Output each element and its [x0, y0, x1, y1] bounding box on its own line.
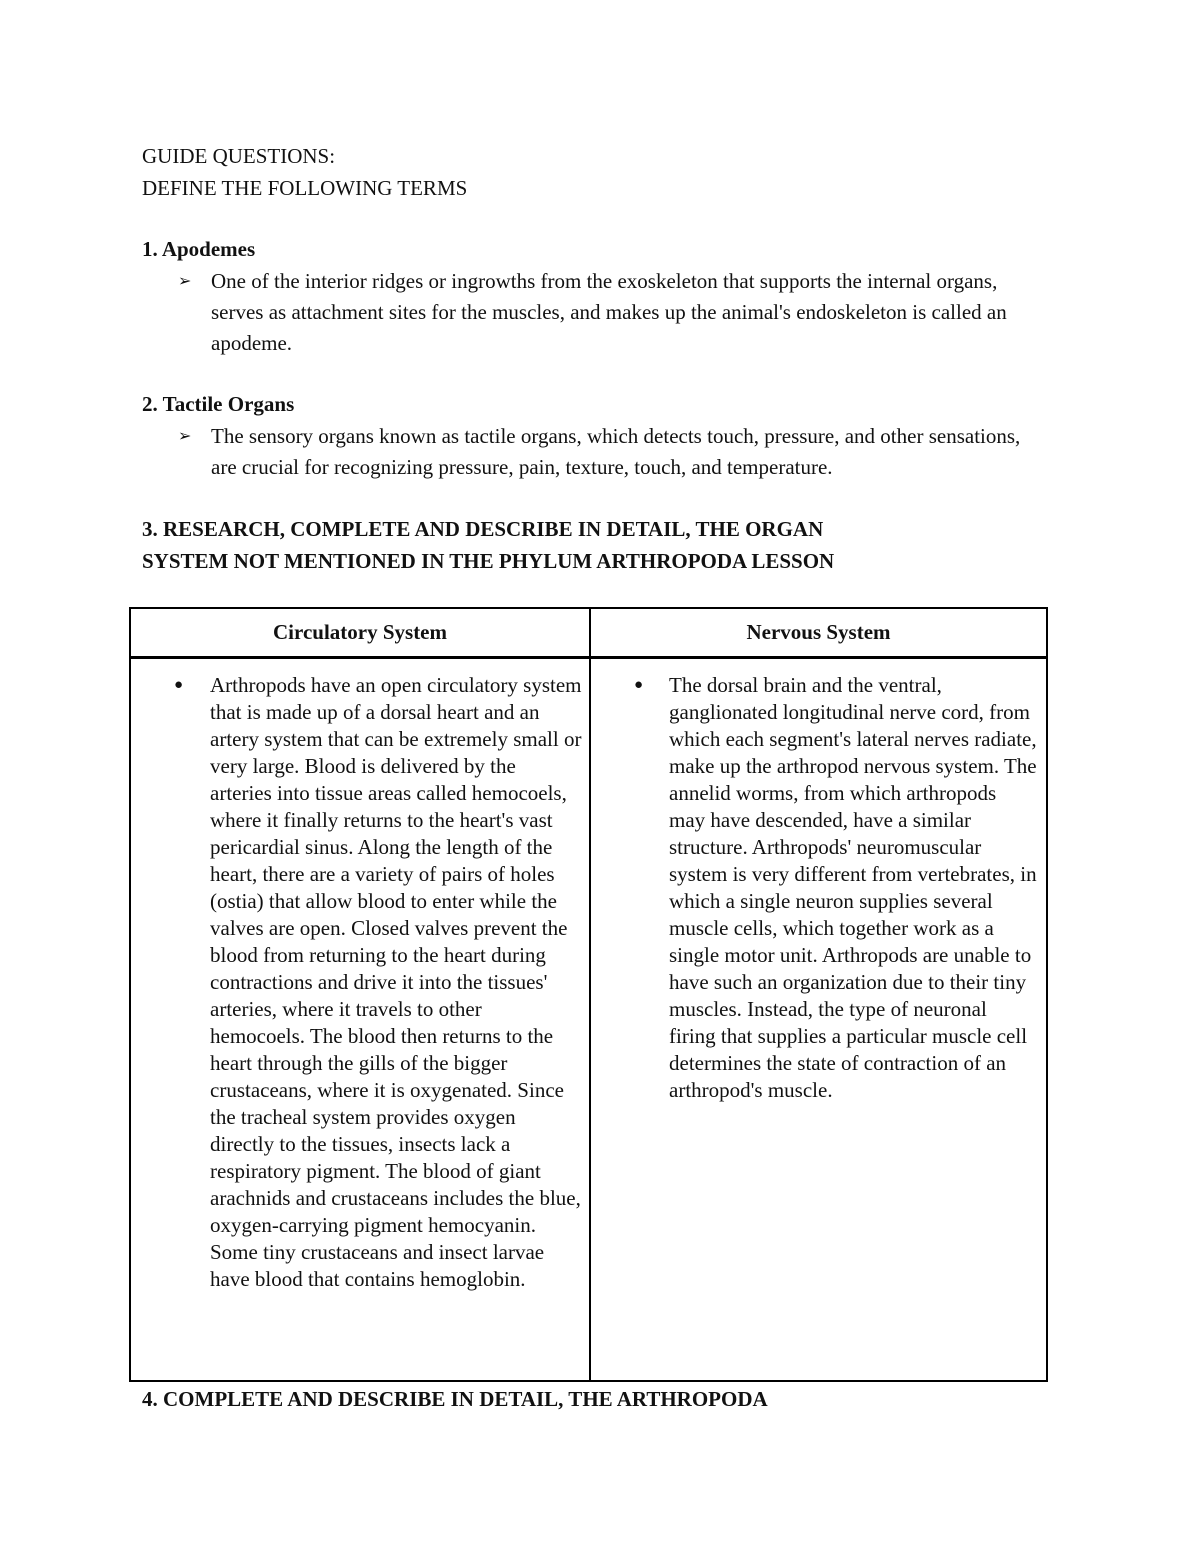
section-3-title-line2: SYSTEM NOT MENTIONED IN THE PHYLUM ARTHROPODA LESSON	[142, 549, 835, 573]
section-3-title-line1: 3. RESEARCH, COMPLETE AND DESCRIBE IN DETAIL, THE ORGAN	[142, 517, 824, 541]
arrow-bullet-icon: ➢	[178, 273, 192, 290]
term-definition-tactile-organs: The sensory organs known as tactile organs, which detects touch, pressure, and other sensations, are crucial for recognizing pressure, pain, texture, touch, and temperature.	[211, 424, 1021, 479]
guide-questions-heading: GUIDE QUESTIONS:	[142, 144, 336, 168]
term-title-apodemes: 1. Apodemes	[142, 237, 256, 261]
arrow-bullet-icon: ➢	[178, 428, 192, 445]
table-header-circulatory: Circulatory System	[273, 620, 447, 644]
table-cell-circulatory: Arthropods have an open circulatory system that is made up of a dorsal heart and an artery system that can be extremely small or very large. Blood is delivered by the arteries into tissue areas called hemocoels, where it finally returns to the heart's vast pericardial sinus. Along the length of the heart, there are a variety of pairs of holes (ostia) that allow blood to enter while the valves are open. Closed valves prevent the blood from returning to the heart during contractions and drive it into the tissues' arteries, where it travels to other hemocoels. The blood then returns to the heart through the gills of the bigger crustaceans, where it is oxygenated. Since the tracheal system provides oxygen directly to the tissues, insects lack a respiratory pigment. The blood of giant arachnids and crustaceans includes the blue, oxygen-carrying pigment hemocyanin. Some tiny crustaceans and insect larvae have blood that contains hemoglobin.	[210, 673, 582, 1291]
table-header-nervous: Nervous System	[746, 620, 891, 644]
section-4-title: 4. COMPLETE AND DESCRIBE IN DETAIL, THE ARTHROPODA	[142, 1387, 768, 1411]
bullet-dot-icon: ●	[174, 677, 184, 693]
table-header-divider	[131, 656, 1046, 659]
table-cell-nervous: The dorsal brain and the ventral, ganglionated longitudinal nerve cord, from which each segment's lateral nerves radiate, make up the arthropod nervous system. The annelid worms, from which arthropods may have descended, have a similar structure. Arthropods' neuromuscular system is very different from vertebrates, in which a single neuron supplies several muscle cells, which together work as a single motor unit. Arthropods are unable to have such an organization due to their tiny muscles. Instead, the type of neuronal firing that supplies a particular muscle cell determines the state of contraction of an arthropod's muscle.	[669, 673, 1037, 1102]
term-title-tactile-organs: 2. Tactile Organs	[142, 392, 295, 416]
bullet-dot-icon: ●	[634, 677, 644, 693]
table-column-divider	[589, 609, 591, 1380]
organ-system-table	[129, 607, 1048, 1382]
define-terms-heading: DEFINE THE FOLLOWING TERMS	[142, 176, 468, 200]
term-definition-apodemes: One of the interior ridges or ingrowths from the exoskeleton that supports the internal organs, serves as attachment sites for the muscles, and makes up the animal's endoskeleton is called an apodeme.	[211, 269, 1007, 355]
